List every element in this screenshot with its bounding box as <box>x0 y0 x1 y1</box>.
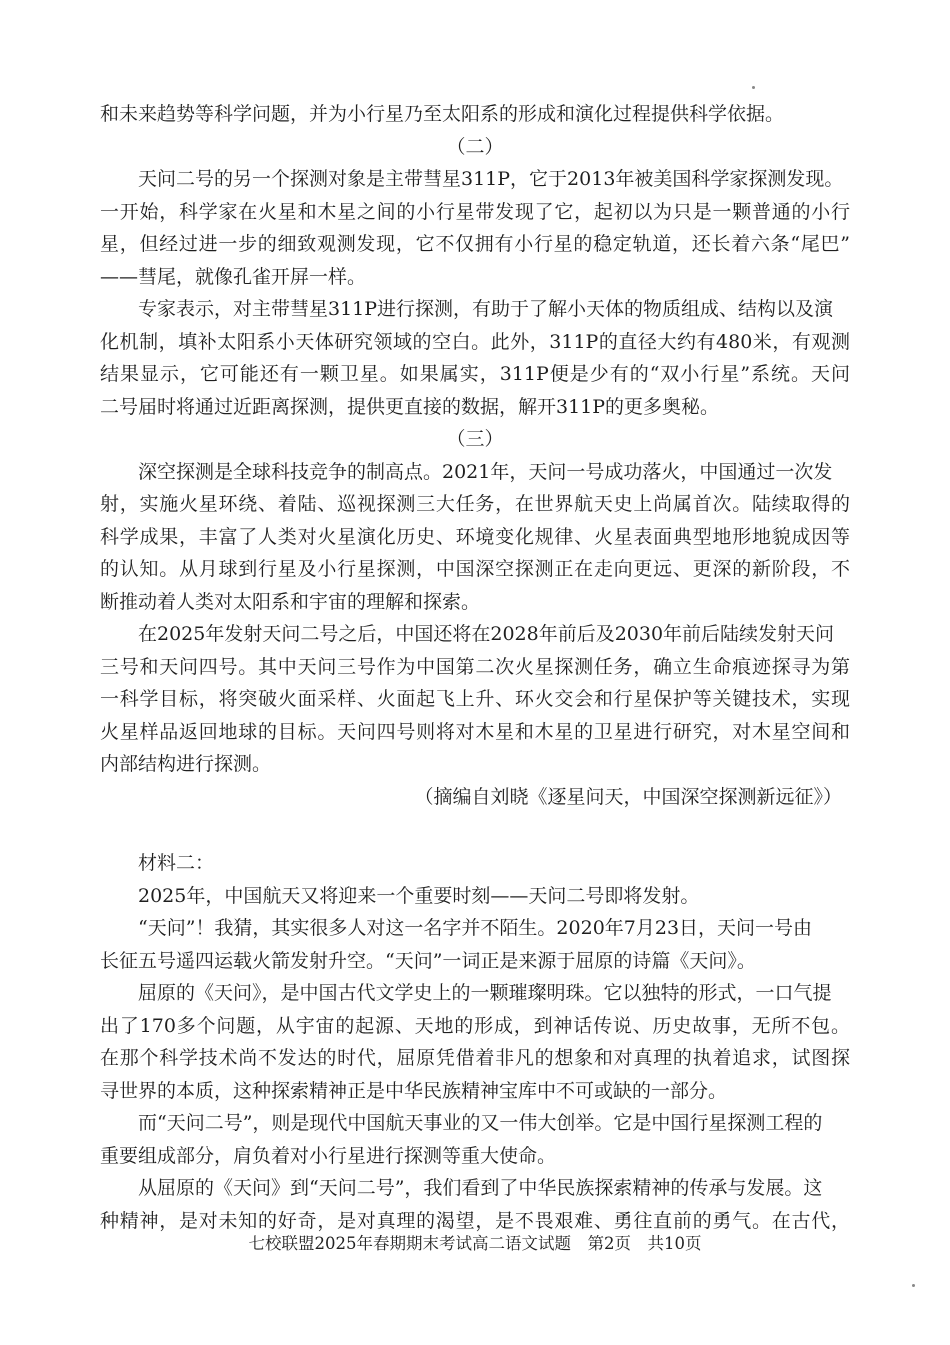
text-line: 内部结构进行探测。 <box>100 753 272 775</box>
paragraph-start-line: 而“天问二号”，则是现代中国航天事业的又一伟大创举。它是中国行星探测工程的 <box>138 1112 823 1134</box>
text-line: 三号和天问四号。其中天问三号作为中国第二次火星探测任务，确立生命痕迹探寻为第 <box>100 655 850 678</box>
paragraph-start-line: 深空探测是全球科技竞争的制高点。2021年，天问一号成功落火，中国通过一次发 <box>138 460 833 483</box>
text-line: 射，实施火星环绕、着陆、巡视探测三大任务，在世界航天史上尚属首次。陆续取得的 <box>100 493 850 515</box>
scan-speck <box>912 1284 915 1287</box>
paragraph-start-line: 屈原的《天问》，是中国古代文学史上的一颗璀璨明珠。它以独特的形式，一口气提 <box>138 982 832 1004</box>
text-line: 一开始，科学家在火星和木星之间的小行星带发现了它，起初以为只是一颗普通的小行 <box>100 200 850 223</box>
paragraph-start-line: 从屈原的《天问》到“天问二号”，我们看到了中华民族探索精神的传承与发展。这 <box>138 1177 823 1199</box>
text-line: 一科学目标，将突破火面采样、火面起飞上升、环火交会和行星保护等关键技术，实现 <box>100 688 850 710</box>
text-line: 重要组成部分，肩负着对小行星进行探测等重大使命。 <box>100 1144 557 1167</box>
text-line: 结果显示，它可能还有一颗卫星。如果属实，311P便是少有的“双小行星”系统。天问 <box>100 363 850 385</box>
text-line: 和未来趋势等科学问题，并为小行星乃至太阳系的形成和演化过程提供科学依据。 <box>100 103 785 125</box>
paragraph-start-line: “天问”！我猜，其实很多人对这一名字并不陌生。2020年7月23日，天问一号由 <box>138 917 813 939</box>
section-heading: （二） <box>446 135 504 158</box>
page-footer: 七校联盟2025年春期期末考试高二语文试题 第2页 共10页 <box>248 1234 702 1253</box>
paragraph-start-line: 天问二号的另一个探测对象是主带彗星311P，它于2013年被美国科学家探测发现。 <box>138 168 844 190</box>
text-line: 出了170多个问题，从宇宙的起源、天地的形成，到神话传说、历史故事，无所不包。 <box>100 1014 850 1037</box>
article-body <box>100 98 850 1237</box>
source-citation: （摘编自刘晓《逐星问天，中国深空探测新远征》） <box>414 785 842 808</box>
text-line: 火星样品返回地球的目标。天问四号则将对木星和木星的卫星进行研究，对木星空间和 <box>100 720 850 743</box>
text-line: 种精神，是对未知的好奇，是对真理的渴望，是不畏艰难、勇往直前的勇气。在古代， <box>100 1209 850 1232</box>
text-line: 星，但经过进一步的细致观测发现，它不仅拥有小行星的稳定轨道，还长着六条“尾巴” <box>100 233 850 255</box>
text-line: 长征五号遥四运载火箭发射升空。“天问”一词正是来源于屈原的诗篇《天问》。 <box>100 949 756 972</box>
text-line: 寻世界的本质，这种探索精神正是中华民族精神宝库中不可或缺的一部分。 <box>100 1079 728 1102</box>
paragraph-start-line: 材料二： <box>138 852 215 874</box>
text-line: 断推动着人类对太阳系和宇宙的理解和探索。 <box>100 590 481 613</box>
paragraph-start-line: 专家表示，对主带彗星311P进行探测，有助于了解小天体的物质组成、结构以及演 <box>138 298 834 320</box>
section-gap <box>100 813 850 847</box>
text-line: 在那个科学技术尚不发达的时代，屈原凭借着非凡的想象和对真理的执着追求，试图探 <box>100 1047 850 1069</box>
text-line: 化机制，填补太阳系小天体研究领域的空白。此外，311P的直径大约有480米，有观测 <box>100 330 850 353</box>
scan-speck <box>752 86 755 89</box>
paragraph-start-line: 在2025年发射天问二号之后，中国还将在2028年前后及2030年前后陆续发射天问 <box>138 623 835 645</box>
text-line: ——彗尾，就像孔雀开屏一样。 <box>100 265 367 288</box>
paragraph-start-line: 2025年，中国航天又将迎来一个重要时刻——天问二号即将发射。 <box>138 884 700 907</box>
text-line: 科学成果，丰富了人类对火星演化历史、环境变化规律、火星表面典型地形地貌成因等 <box>100 525 850 548</box>
text-line: 的认知。从月球到行星及小行星探测，中国深空探测正在走向更远、更深的新阶段，不 <box>100 558 850 580</box>
section-heading: （三） <box>446 428 504 450</box>
text-line: 二号届时将通过近距离探测，提供更直接的数据，解开311P的更多奥秘。 <box>100 395 720 418</box>
